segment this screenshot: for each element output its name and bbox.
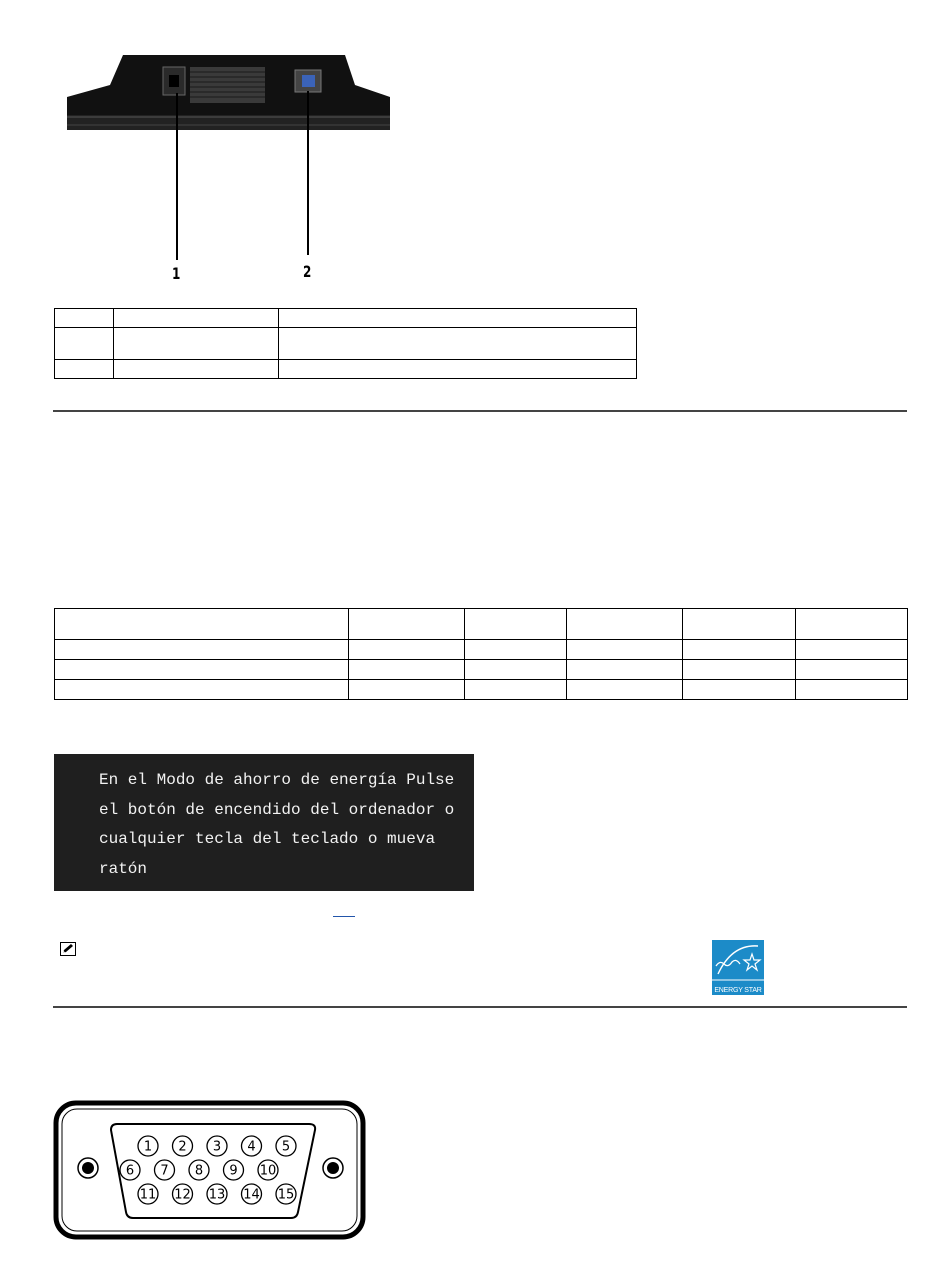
- vga-pin-number: 3: [212, 1139, 222, 1155]
- table-cell: [55, 609, 349, 640]
- vga-pin-number: 1: [143, 1139, 153, 1155]
- table-cell: [114, 328, 279, 360]
- osd-power-save-message: [54, 754, 474, 891]
- vga-pin-number: 2: [178, 1139, 187, 1155]
- table-cell: [465, 680, 567, 700]
- table-cell: [349, 680, 465, 700]
- vga-pin-number: 14: [243, 1187, 260, 1203]
- energy-star-logo: [712, 940, 764, 995]
- section-divider: [53, 410, 907, 412]
- table-cell: [796, 640, 908, 660]
- osd-line: el botón de encendido del ordenador o: [99, 800, 455, 819]
- vga-pin-number: 9: [229, 1163, 238, 1179]
- power-modes-table: [54, 608, 908, 700]
- table-cell: [349, 609, 465, 640]
- callout-number-2: 2: [303, 262, 312, 281]
- osd-line: cualquier tecla del teclado o mueva: [99, 830, 436, 848]
- table-cell: [55, 309, 114, 328]
- osd-line: En el Modo de ahorro de energía Pulse: [99, 771, 455, 789]
- table-cell: [796, 609, 908, 640]
- table-cell: [279, 328, 637, 360]
- vga-pin-number: 13: [208, 1187, 226, 1203]
- table-cell: [55, 660, 349, 680]
- osd-line: ratón: [99, 859, 148, 878]
- table-cell: [683, 609, 796, 640]
- table-cell: [349, 660, 465, 680]
- table-cell: [114, 309, 279, 328]
- table-cell: [683, 680, 796, 700]
- energy-star-icon: [712, 940, 764, 984]
- vga-pin-number: 8: [194, 1163, 204, 1179]
- table-cell: [279, 360, 637, 379]
- vga-pin-number: 11: [139, 1187, 157, 1203]
- table-cell: [55, 640, 349, 660]
- table-cell: [55, 328, 114, 360]
- vga-pin-number: 12: [174, 1187, 191, 1203]
- table-cell: [683, 640, 796, 660]
- vga-pin-number: 6: [125, 1163, 135, 1179]
- callout-number-1: 1: [172, 264, 181, 283]
- vga-connector-pinout-diagram: [53, 1100, 366, 1240]
- table-cell: [796, 680, 908, 700]
- table-cell: [567, 680, 683, 700]
- table-cell: [465, 640, 567, 660]
- table-cell: [567, 660, 683, 680]
- table-cell: [349, 640, 465, 660]
- table-cell: [55, 360, 114, 379]
- table-cell: [465, 660, 567, 680]
- monitor-bottom-view-figure: [55, 45, 405, 290]
- table-cell: [55, 680, 349, 700]
- vga-pin-number: 4: [247, 1139, 256, 1155]
- osd-message-text: [99, 766, 469, 884]
- table-cell: [114, 360, 279, 379]
- pencil-note-icon: [60, 942, 76, 956]
- vga-pin-number: 15: [277, 1187, 295, 1203]
- table-cell: [465, 609, 567, 640]
- table-cell: [567, 609, 683, 640]
- table-cell: [796, 660, 908, 680]
- energy-star-label: ENERGY STAR: [714, 987, 762, 994]
- vga-pin-number: 7: [160, 1163, 169, 1179]
- section-divider: [53, 1006, 907, 1008]
- table-cell: [683, 660, 796, 680]
- table-cell: [567, 640, 683, 660]
- inline-link[interactable]: [333, 916, 355, 917]
- vga-pin-number: 5: [281, 1139, 291, 1155]
- connector-table: [54, 308, 637, 379]
- vga-pin-number: 10: [259, 1163, 277, 1179]
- table-cell: [279, 309, 637, 328]
